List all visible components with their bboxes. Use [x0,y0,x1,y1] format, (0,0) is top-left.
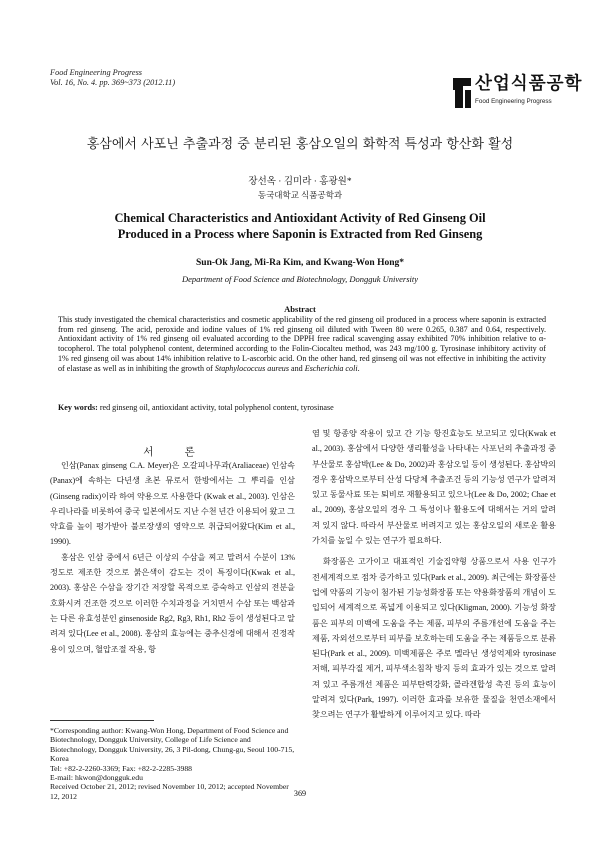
paragraph: 인삼(Panax ginseng C.A. Meyer)은 오갈피나무과(Araliaceae) 인삼속(Panax)에 속하는 다년생 초본 뮤로서 한방에서는 그 뿌리를 인삼(Ginseng radix)이라 하여 약용으로 사용한다 (Kwak et al., 2003). 인삼은 우리나라를 비롯하여 중국 일본에서도 지난 수천 년간 이용되어 왔고 그 약효를 높이 평가받아 불로장생의 영약으로 취급되어왔다(Kim et al., 1990). [50,461,295,547]
journal-citation: Vol. 16, No. 4. pp. 369~373 (2012.11) [50,78,176,87]
footnote-divider [50,720,154,721]
affiliation-korean: 동국대학교 식품공학과 [257,190,343,200]
footnote-dates: Received October 21, 2012; revised November 10, 2012; accepted November 12, 2012 [50,782,289,801]
logo-english-text: Food Engineering Progress [475,98,552,105]
keywords [58,403,546,412]
authors-korean: 장선옥 · 김미라 · 홍광원* [248,177,352,187]
affiliation-english: Department of Food Science and Biotechnology, Dongguk University [181,274,419,284]
authors-english: Sun-Ok Jang, Mi-Ra Kim, and Kwang-Won Hong* [196,258,404,268]
abstract-species-1: Staphylococcus aureus [214,363,290,373]
abstract-heading: Abstract [284,304,316,314]
abstract-text: This study investigated the chemical characteristics and cosmetic applicability of the red ginseng oil produced in a process where saponin is extracted from red ginseng. The acid, peroxide and iodine values of 1% red ginseng oil diluted with Tween 80 were 0.265, 0.387 and 0.64, respectively. Antioxidant activity of 1% red ginseng oil evaluated according to the DPPH free radical scavenging assay exhibited 70% inhibition relative to α-tocopherol. The total polyphenol content, determined according to the Folin-Ciocalteu method, was 243 mg/100 g. Tyrosinase inhibitory activity of 1% red ginseng oil was about 14% inhibition relative to L-ascorbic acid. On the other hand, red ginseng oil was not effective in inhibiting the activity of elastase as well as in inhibiting the growth of [58,315,546,373]
journal-header [50,68,175,88]
title-english-line2: Produced in a Process where Saponin is Extracted from Red Ginseng [117,227,483,241]
page-number: 369 [293,789,307,798]
logo-mark-icon [451,76,473,110]
title-english-line1: Chemical Characteristics and Antioxidant Activity of Red Ginseng Oil [114,211,486,225]
abstract-body [58,315,546,373]
abstract-end: . [357,363,360,373]
paragraph: 염 및 항종양 작용이 있고 간 기능 항진효능도 보고되고 있다(Kwak et al., 2003). 홍삼에서 다양한 생리활성을 나타내는 사포닌의 추출과정 중 부산물로 홍삼박(Lee & Do, 2002)과 홍삼오일 등이 생성된다. 홍삼박의 경우 홍삼박으로부터 산성 다당체 추출조건 등의 기능성 연구가 알려져 있고 동물사료 또는 퇴비로 재활용되고 있으나(Lee & Do, 2002; Chae et al., 2009), 홍삼오일의 경우 그 특성이나 활용도에 대해서는 거의 알려져 있지 않다. 따라서 부산물로 버려지고 있는 홍삼오일의 새로운 활용가치를 높일 수 있는 연구가 필요하다. [312,429,556,546]
title-korean: 홍삼에서 사포닌 추출과정 중 분리된 홍삼오일의 화학적 특성과 항산화 활성 [86,137,514,152]
footnote-phone: Tel: +82-2-2260-3369; Fax: +82-2-2285-3988 [50,763,193,773]
footnote-corresponding: *Corresponding author: Kwang-Won Hong, Department of Food Science and Biotechnology, Dongguk University, College of Life Science and Biotechnology, Dongguk University, 26, 3 Pil-dong, Chung-gu, Seoul 100-715, Korea [50,726,295,764]
left-column [50,458,295,657]
abstract-and: and [289,363,305,373]
paragraph: 홍삼은 인삼 중에서 6년근 이상의 수삼을 찌고 말려서 수분이 13% 정도로 제조한 것으로 붉은색이 감도는 것이 특징이다(Kwak et al., 2003). 홍삼은 수삼을 장기간 저장할 목적으로 증숙하고 인삼의 전분을 호화시켜 건조한 것으로 이러한 수치과정을 거치면서 수삼 또는 백삼과는 다른 유효성분인 ginsenoside Rg2, Rg3, Rh1, Rh2 등이 생성된다고 알려져 있다(Lee et al., 2008). 홍삼의 효능에는 중추신경에 대해서 진정작용이 있으며, 혈압조절 작용, 항 [50,552,295,654]
title-english [40,210,560,242]
logo-korean-text: 산업식품공학 [475,74,583,94]
right-column [312,426,556,723]
journal-logo [451,72,583,116]
keywords-list: red ginseng oil, antioxidant activity, total polyphenol content, tyrosinase [97,403,334,412]
footnote-email: E-mail: hkwon@dongguk.edu [50,773,143,783]
paragraph: 화장품은 고가이고 대표적인 기술집약형 상품으로서 사용 인구가 전세계적으로 점차 증가하고 있다(Park et al., 2009). 최근에는 화장품산업에 약품의 기능이 첨가된 기능성화장품 또는 약용화장품의 개념이 도입되어 세계적으로 폭넓게 이용되고 있다(Kligman, 2000). 기능성 화장품은 피부의 미백에 도움을 주는 제품, 피부의 주름개선에 도움을 주는 제품, 자외선으로부터 피부를 보호하는데 도움을 주는 제품등으로 분류된다(Park et al., 2009). 미백제품은 주로 멜라닌 생성억제와 tyrosinase 저해, 피부각질 제거, 피부색소침착 방지 등의 효과가 있는 것으로 알려져 있고 주름개선 제품은 피부탄력강화, 콜라겐합성 촉진 등의 효능이 알려져 있다(Park, 1997). 이러한 효과를 보유한 물질을 천연소재에서 찾으려는 연구가 활발하게 이루어지고 있다. 따라 [312,557,556,720]
section-heading-introduction: 서 론 [143,446,209,458]
journal-name: Food Engineering Progress [50,68,143,77]
keywords-label: Key words: [58,403,98,412]
abstract-species-2: Escherichia coli [304,363,358,373]
